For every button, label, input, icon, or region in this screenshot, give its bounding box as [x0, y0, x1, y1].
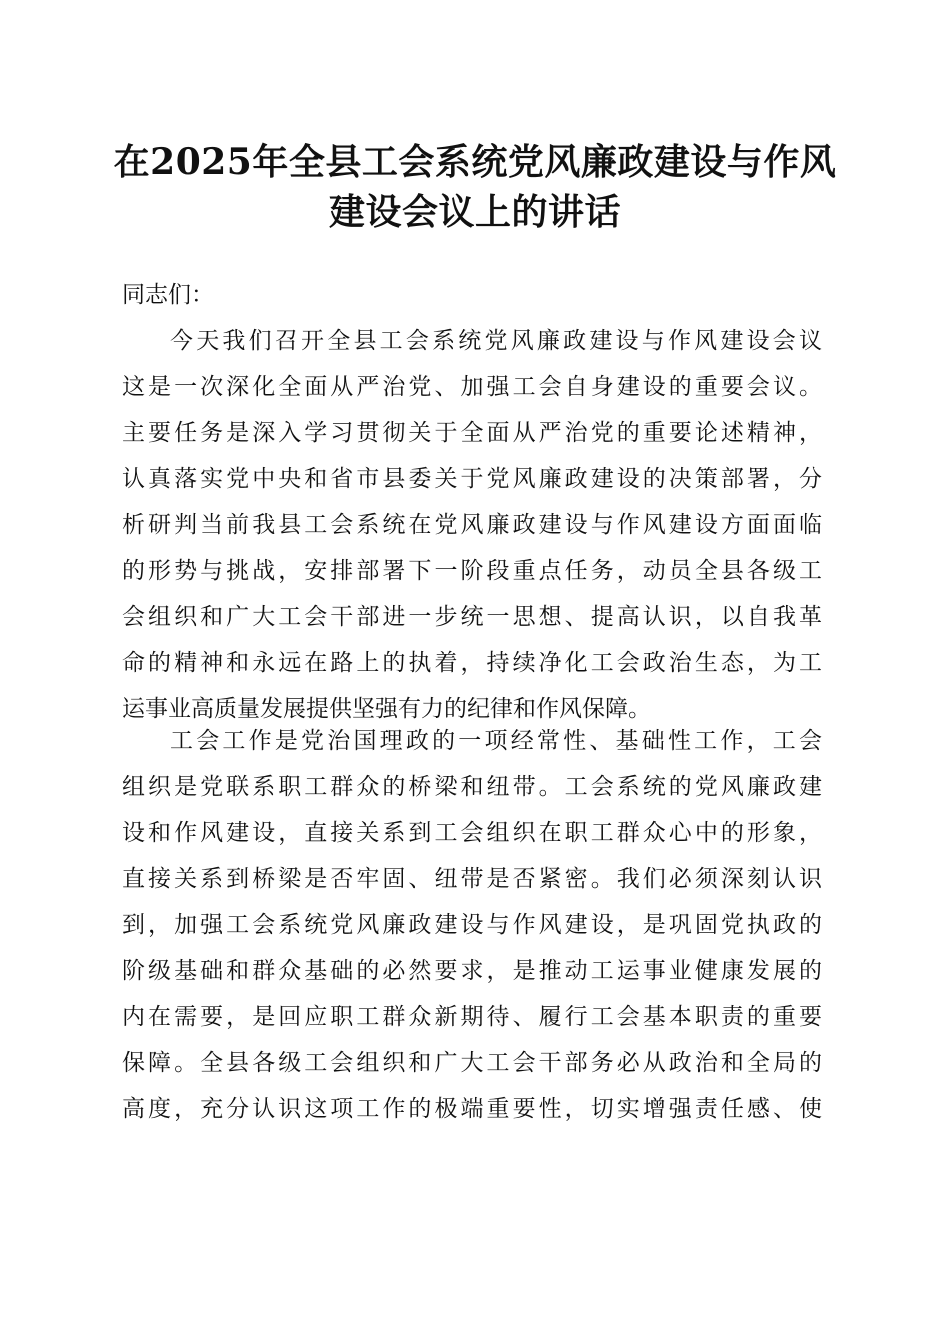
paragraph-line: 直接关系到桥梁是否牢固、纽带是否紧密。我们必须深刻认识 — [122, 866, 822, 892]
paragraph-line: 设和作风建设，直接关系到工会组织在职工群众心中的形象， — [122, 820, 822, 846]
paragraph-line: 阶级基础和群众基础的必然要求，是推动工运事业健康发展的 — [122, 958, 822, 984]
paragraph-line: 命的精神和永远在路上的执着，持续净化工会政治生态，为工 — [122, 650, 822, 676]
document-title-line-1: 在2025年全县工会系统党风廉政建设与作风 — [113, 141, 837, 183]
paragraph-line: 运事业高质量发展提供坚强有力的纪律和作风保障。 — [122, 696, 651, 722]
paragraph-line: 今天我们召开全县工会系统党风廉政建设与作风建设会议 — [170, 328, 822, 354]
paragraph-line: 这是一次深化全面从严治党、加强工会自身建设的重要会议。 — [122, 374, 822, 400]
paragraph-line: 工会工作是党治国理政的一项经常性、基础性工作，工会 — [170, 728, 822, 754]
paragraph-line: 会组织和广大工会干部进一步统一思想、提高认识，以自我革 — [122, 604, 822, 630]
paragraph-line: 组织是党联系职工群众的桥梁和纽带。工会系统的党风廉政建 — [122, 774, 822, 800]
paragraph-line: 主要任务是深入学习贯彻关于全面从严治党的重要论述精神， — [122, 420, 822, 446]
paragraph-line: 的形势与挑战，安排部署下一阶段重点任务，动员全县各级工 — [122, 558, 822, 584]
document-title-line-2: 建设会议上的讲话 — [328, 191, 621, 233]
paragraph-line: 高度，充分认识这项工作的极端重要性，切实增强责任感、使 — [122, 1096, 822, 1122]
paragraph-line: 内在需要，是回应职工群众新期待、履行工会基本职责的重要 — [122, 1004, 822, 1030]
salutation-block — [122, 272, 822, 318]
paragraph-line: 认真落实党中央和省市县委关于党风廉政建设的决策部署，分 — [122, 466, 822, 492]
paragraph-1 — [122, 318, 822, 732]
paragraph-line: 析研判当前我县工会系统在党风廉政建设与作风建设方面面临 — [122, 512, 822, 538]
paragraph-line: 到，加强工会系统党风廉政建设与作风建设，是巩固党执政的 — [122, 912, 822, 938]
salutation: 同志们： — [122, 282, 214, 308]
paragraph-2 — [122, 718, 822, 1132]
paragraph-line: 保障。全县各级工会组织和广大工会干部务必从政治和全局的 — [122, 1050, 822, 1076]
